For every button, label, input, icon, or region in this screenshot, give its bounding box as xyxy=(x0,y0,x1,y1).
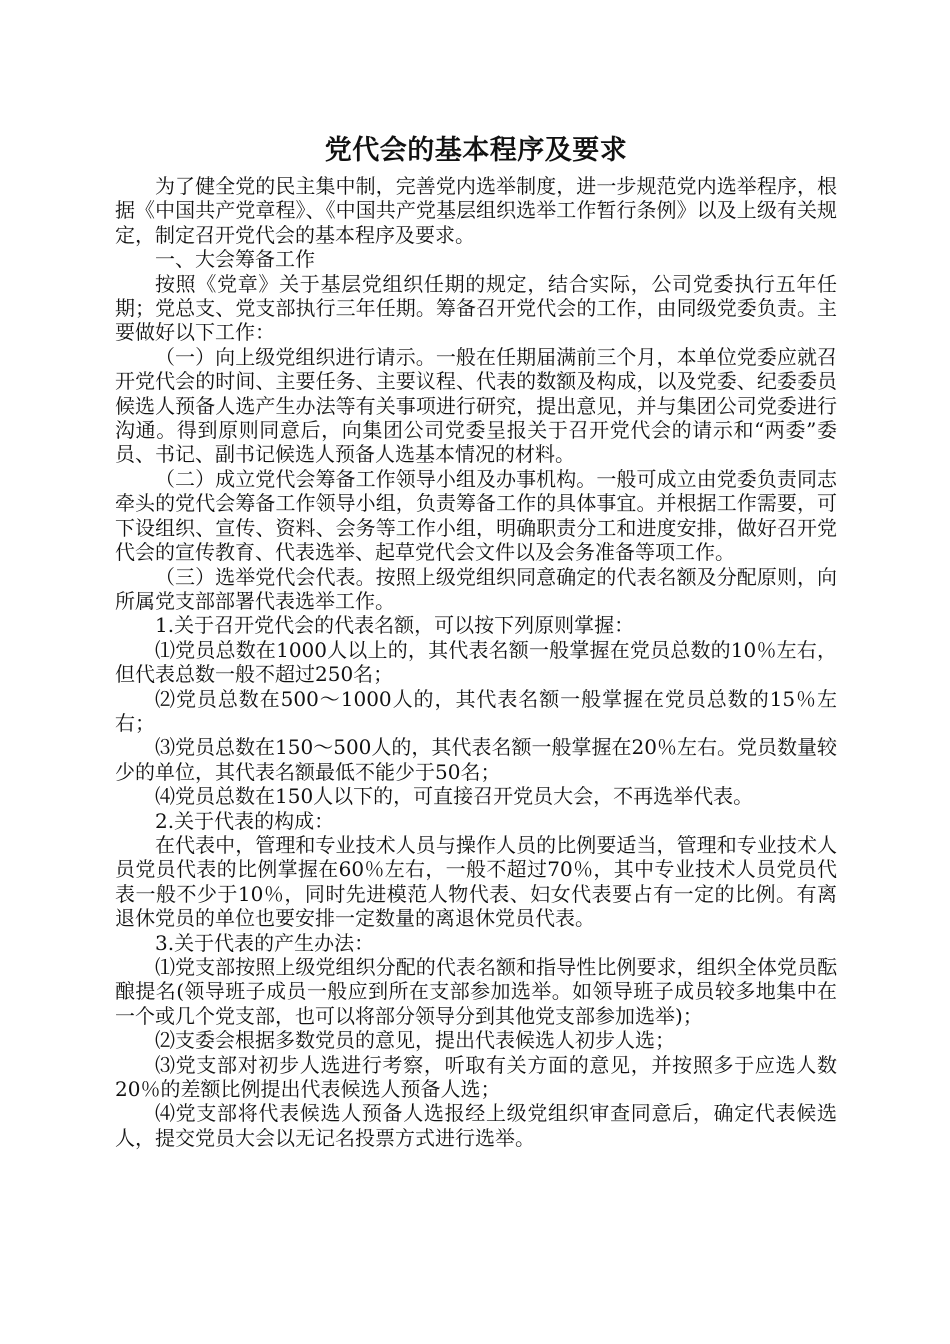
paragraph-method-item-4: ⑷党支部将代表候选人预备人选报经上级党组织审查同意后，确定代表候选人，提交党员大会以无记名投票方式进行选举。 xyxy=(115,1101,837,1150)
paragraph-method-item-2: ⑵支委会根据多数党员的意见，提出代表候选人初步人选； xyxy=(155,1028,675,1053)
paragraph-request-superior: （一）向上级党组织进行请示。一般在任期届满前三个月，本单位党委应就召开党代会的时间、主要任务、主要议程、代表的数额及构成，以及党委、纪委委员候选人预备人选产生办法等有关事项进行研究，提出意见，并与集团公司党委进行沟通。得到原则同意后，向集团公司党委呈报关于召开党代会的请示和“两委”委员、书记、副书记候选人预备人选基本情况的材料。 xyxy=(115,344,837,467)
paragraph-term-rules: 按照《党章》关于基层党组织任期的规定，结合实际，公司党委执行五年任期；党总支、党支部执行三年任期。筹备召开党代会的工作，由同级党委负责。主要做好以下工作： xyxy=(115,271,837,345)
paragraph-quota-item-2: ⑵党员总数在500～1000人的，其代表名额一般掌握在党员总数的15％左右； xyxy=(115,686,837,735)
document-title: 党代会的基本程序及要求 xyxy=(324,135,628,166)
paragraph-composition-heading: 2.关于代表的构成： xyxy=(155,808,335,833)
paragraph-quota-item-3: ⑶党员总数在150～500人的，其代表名额一般掌握在20％左右。党员数量较少的单位，其代表名额最低不能少于50名； xyxy=(115,735,837,784)
paragraph-quota-item-1: ⑴党员总数在1000人以上的，其代表名额一般掌握在党员总数的10％左右，但代表总数一般不超过250名； xyxy=(115,637,837,687)
paragraph-composition: 在代表中，管理和专业技术人员与操作人员的比例要适当，管理和专业技术人员党员代表的比例掌握在60％左右，一般不超过70％，其中专业技术人员党员代表一般不少于10％，同时先进模范人物代表、妇女代表要占有一定的比例。有离退休党员的单位也要安排一定数量的离退休党员代表。 xyxy=(115,832,837,931)
paragraph-method-heading: 3.关于代表的产生办法： xyxy=(155,930,375,955)
document-body xyxy=(115,132,837,1150)
section-heading-preparation: 一、大会筹备工作 xyxy=(155,247,315,272)
paragraph-method-item-1: ⑴党支部按照上级党组织分配的代表名额和指导性比例要求，组织全体党员酝酿提名(领导班子成员一般应到所在支部参加选举。如领导班子成员较多地集中在一个或几个党支部，也可以将部分领导分到其他党支部参加选举)； xyxy=(115,955,837,1028)
intro-paragraph: 为了健全党的民主集中制，完善党内选举制度，进一步规范党内选举程序，根据《中国共产党章程》、《中国共产党基层组织选举工作暂行条例》以及上级有关规定，制定召开党代会的基本程序及要求。 xyxy=(115,174,837,247)
paragraph-quota-heading: 1.关于召开党代会的代表名额，可以按下列原则掌握： xyxy=(155,613,635,638)
paragraph-method-item-3: ⑶党支部对初步人选进行考察，听取有关方面的意见，并按照多于应选人数20％的差额比例提出代表候选人预备人选； xyxy=(115,1052,837,1102)
paragraph-preparation-group: （二）成立党代会筹备工作领导小组及办事机构。一般可成立由党委负责同志牵头的党代会筹备工作领导小组，负责筹备工作的具体事宜。并根据工作需要，可下设组织、宣传、资料、会务等工作小组，明确职责分工和进度安排，做好召开党代会的宣传教育、代表选举、起草党代会文件以及会务准备等项工作。 xyxy=(115,466,837,565)
paragraph-quota-item-4: ⑷党员总数在150人以下的，可直接召开党员大会，不再选举代表。 xyxy=(155,784,754,809)
paragraph-elect-delegates: （三）选举党代会代表。按照上级党组织同意确定的代表名额及分配原则，向所属党支部部署代表选举工作。 xyxy=(115,564,837,613)
